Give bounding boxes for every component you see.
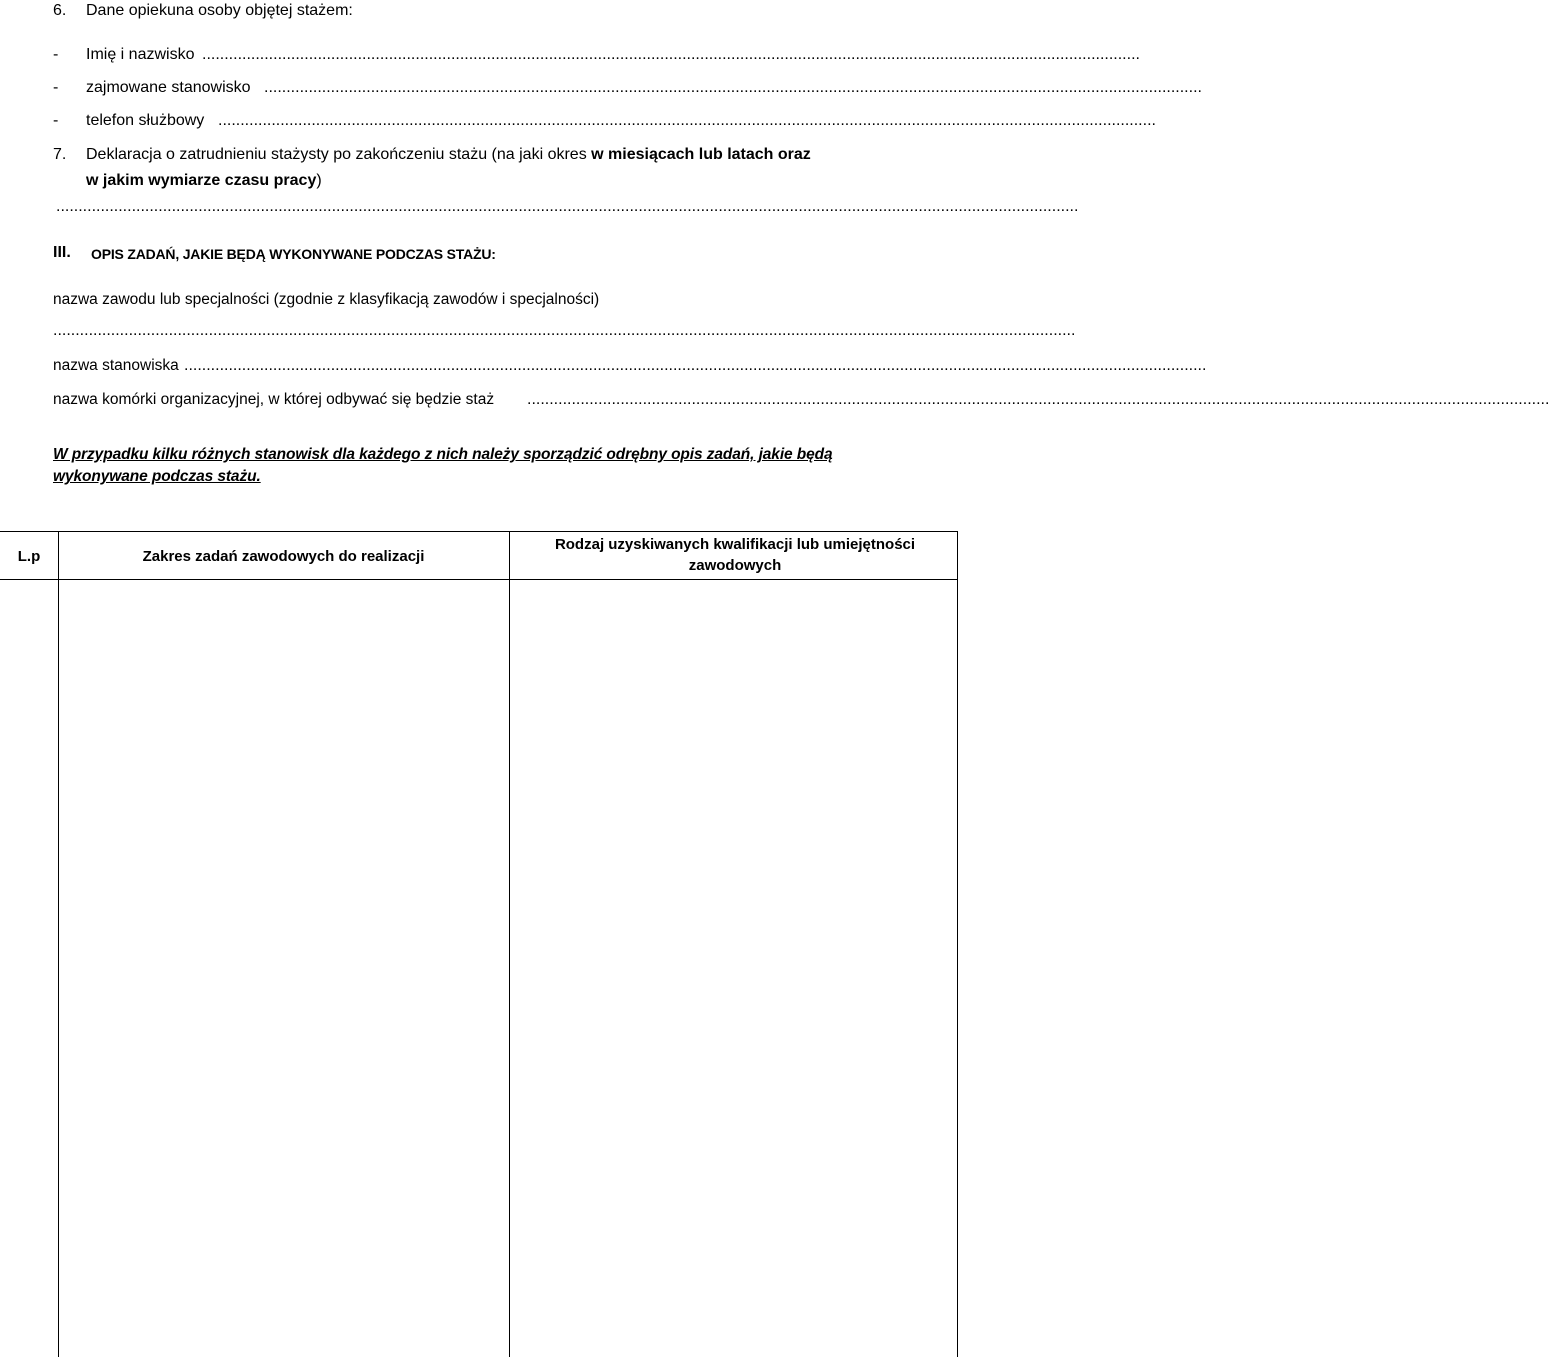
tasks-table — [0, 531, 958, 1357]
list-dash: - — [53, 112, 59, 129]
supervisor-position-field[interactable]: ................................................................................................................................................................................................................... — [264, 79, 1202, 96]
section-7-text — [86, 145, 811, 165]
unit-row — [0, 390, 1549, 410]
unit-label: nazwa komórki organizacyjnej, w której odbywać się będzie staż — [53, 391, 495, 408]
section-7-text-line2 — [86, 171, 322, 191]
profession-label-row — [0, 290, 960, 310]
position-label: nazwa stanowiska — [53, 357, 179, 374]
unit-field[interactable]: ...................................................................................................................................................................................................................................... — [527, 391, 1549, 408]
section-7-text-bold: w miesiącach lub latach oraz — [591, 146, 811, 163]
section-6-heading — [0, 1, 960, 21]
section-7-line2-end: ) — [316, 172, 322, 189]
list-dash: - — [53, 46, 59, 63]
supervisor-phone-row — [0, 111, 1156, 131]
profession-dots-row — [0, 321, 1076, 341]
supervisor-name-field[interactable]: ................................................................................................................................................................................................................... — [202, 46, 1140, 63]
section-7-number: 7. — [53, 146, 67, 163]
supervisor-phone-field[interactable]: ................................................................................................................................................................................................................... — [218, 112, 1156, 129]
position-row — [0, 356, 1207, 376]
section-iii-number: III. — [53, 244, 71, 261]
position-field[interactable]: ...................................................................................................................................................................................................................................... — [184, 357, 1207, 374]
supervisor-position-label: zajmowane stanowisko — [86, 79, 251, 96]
section-7-dots-row — [0, 197, 1079, 217]
supervisor-name-row — [0, 45, 1140, 65]
section-7-row-1 — [0, 145, 960, 165]
section-6-title: Dane opiekuna osoby objętej stażem: — [86, 2, 353, 19]
supervisor-position-row — [0, 78, 1202, 98]
profession-field[interactable]: ...................................................................................................................................................................................................................................... — [53, 322, 1076, 339]
supervisor-phone-label: telefon służbowy — [86, 112, 205, 129]
section-7-line2-bold: w jakim wymiarze czasu pracy — [86, 172, 317, 189]
table-body-cell-qualifications[interactable] — [510, 580, 957, 1357]
section-7-text-normal: Deklaracja o zatrudnieniu stażysty po zakończeniu stażu (na jaki okres — [86, 146, 592, 163]
list-dash: - — [53, 79, 59, 96]
supervisor-name-label: Imię i nazwisko — [86, 46, 195, 63]
table-header-qualifications: Rodzaj uzyskiwanych kwalifikacji lub umiejętności zawodowych — [554, 536, 916, 574]
profession-label: nazwa zawodu lub specjalności (zgodnie z klasyfikacją zawodów i specjalności) — [53, 291, 600, 308]
section-iii-title: OPIS ZADAŃ, JAKIE BĘDĄ WYKONYWANE PODCZAS STAŻU: — [91, 246, 496, 262]
section-7-row-2 — [0, 171, 960, 191]
table-header-scope: Zakres zadań zawodowych do realizacji — [142, 548, 425, 565]
instruction-note: W przypadku kilku różnych stanowisk dla każdego z nich należy sporządzić odrębny opis zadań, jakie będą wykonywane podczas stażu. — [53, 446, 833, 485]
table-header-lp: L.p — [17, 548, 41, 565]
table-body-cell-lp[interactable] — [0, 580, 58, 1357]
table-body-cell-scope[interactable] — [59, 580, 509, 1357]
section-6-number: 6. — [53, 2, 67, 19]
employment-declaration-field[interactable]: ...................................................................................................................................................................................................................................... — [56, 198, 1079, 215]
